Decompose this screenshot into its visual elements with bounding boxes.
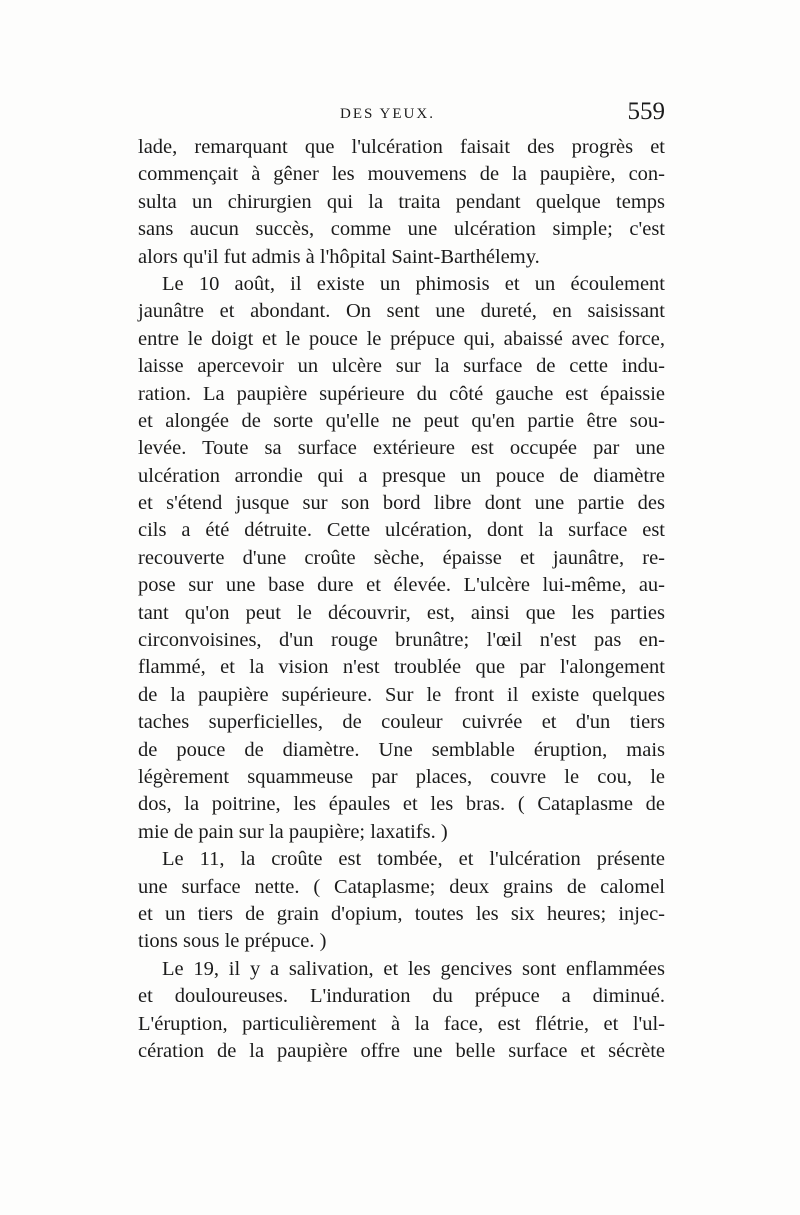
text-line: de pouce de diamètre. Une semblable éruption, mais (138, 738, 665, 761)
text-line: ulcération arrondie qui a presque un pouce de diamètre (138, 464, 665, 487)
text-line: taches superficielles, de couleur cuivrée et d'un tiers (138, 711, 665, 734)
text-line: commençait à gêner les mouvemens de la paupière, con- (138, 163, 665, 186)
text-line: Le 10 août, il existe un phimosis et un écoulement (162, 272, 665, 295)
text-line: recouverte d'une croûte sèche, épaisse et jaunâtre, re- (138, 546, 665, 569)
text-line: tions sous le prépuce. ) (138, 930, 327, 953)
text-line: laisse apercevoir un ulcère sur la surface de cette indu- (138, 355, 665, 378)
text-line: levée. Toute sa surface extérieure est occupée par une (138, 437, 665, 460)
text-line: Le 19, il y a salivation, et les gencives sont enflammées (162, 957, 665, 980)
text-line: et douloureuses. L'induration du prépuce a diminué. (138, 985, 665, 1008)
text-line: ration. La paupière supérieure du côté gauche est épaissie (138, 382, 665, 405)
text-line: L'éruption, particulièrement à la face, est flétrie, et l'ul- (138, 1012, 665, 1035)
text-line: sans aucun succès, comme une ulcération simple; c'est (138, 218, 665, 241)
page-number: 559 (627, 98, 665, 125)
text-line: cération de la paupière offre une belle surface et sécrète (138, 1039, 665, 1062)
text-line: flammé, et la vision n'est troublée que par l'alongement (138, 656, 665, 679)
text-line: dos, la poitrine, les épaules et les bras. ( Cataplasme de (138, 793, 665, 816)
text-line: tant qu'on peut le découvrir, est, ainsi que les parties (138, 601, 665, 624)
text-line: sulta un chirurgien qui la traita pendant quelque temps (138, 190, 665, 213)
text-line: une surface nette. ( Cataplasme; deux grains de calomel (138, 875, 665, 898)
body-text (138, 134, 665, 1065)
text-line: et s'étend jusque sur son bord libre dont une partie des (138, 492, 665, 515)
text-line: et un tiers de grain d'opium, toutes les six heures; injec- (138, 902, 665, 925)
text-line: légèrement squammeuse par places, couvre le cou, le (138, 765, 665, 788)
text-line: alors qu'il fut admis à l'hôpital Saint-Barthélemy. (138, 245, 540, 268)
text-line: jaunâtre et abondant. On sent une dureté, en saisissant (138, 300, 665, 323)
text-line: circonvoisines, d'un rouge brunâtre; l'œil n'est pas en- (138, 629, 665, 652)
text-line: entre le doigt et le pouce le prépuce qui, abaissé avec force, (138, 327, 665, 350)
text-line: cils a été détruite. Cette ulcération, dont la surface est (138, 519, 665, 542)
text-line: pose sur une base dure et élevée. L'ulcère lui-même, au- (138, 574, 665, 597)
running-head: DES YEUX. (340, 106, 435, 122)
text-line: Le 11, la croûte est tombée, et l'ulcération présente (162, 848, 665, 871)
text-line: lade, remarquant que l'ulcération faisait des progrès et (138, 136, 665, 158)
text-line: mie de pain sur la paupière; laxatifs. ) (138, 820, 448, 843)
text-line: et alongée de sorte qu'elle ne peut qu'en partie être sou- (138, 409, 665, 432)
text-line: de la paupière supérieure. Sur le front il existe quelques (138, 683, 665, 706)
